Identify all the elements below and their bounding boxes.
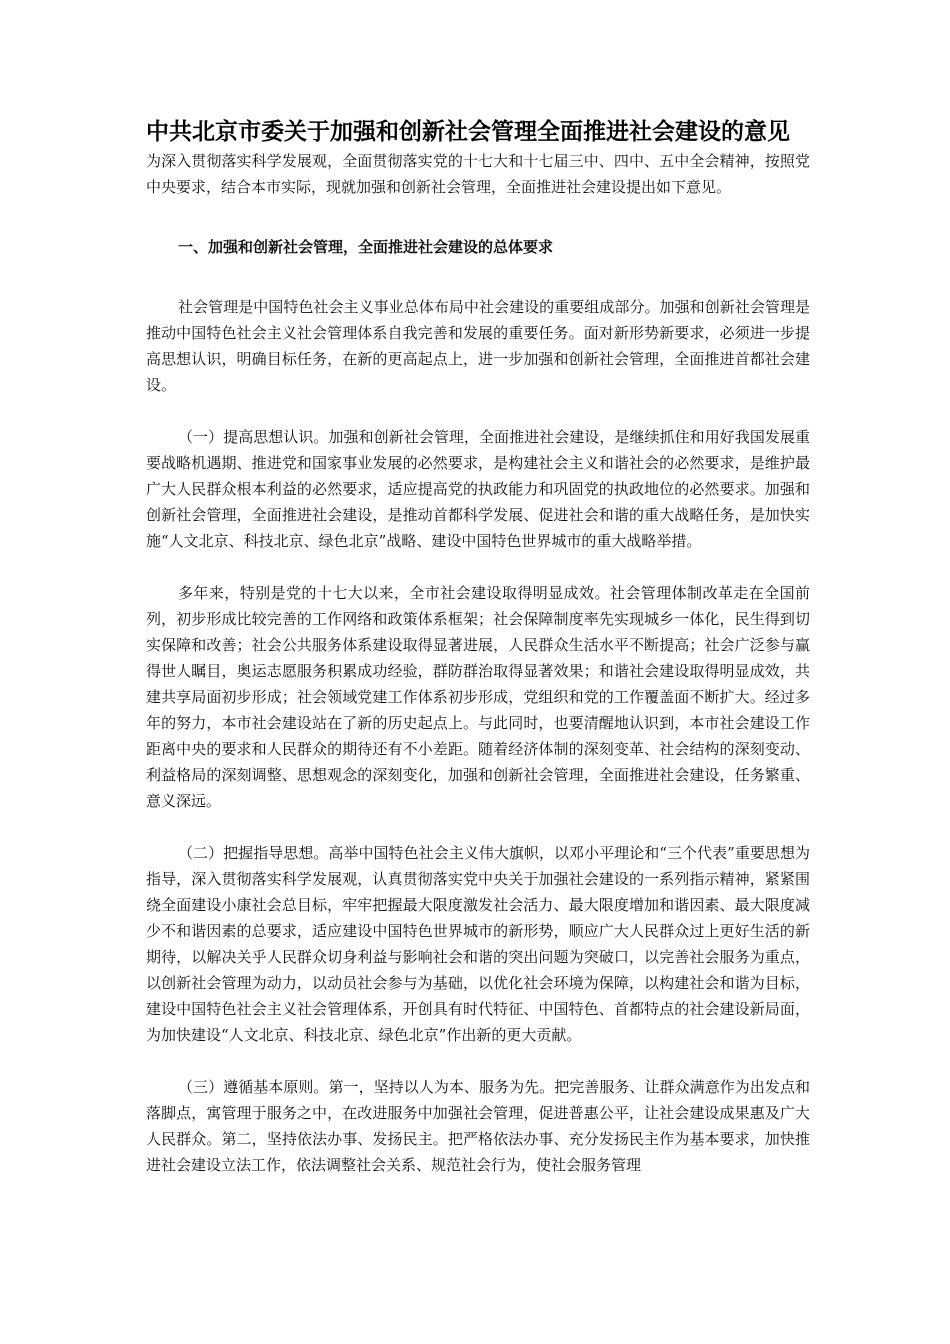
body-paragraph: （一）提高思想认识。加强和创新社会管理，全面推进社会建设，是继续抓住和用好我国发展重要战略机遇期、推进党和国家事业发展的必然要求，是构建社会主义和谐社会的必然要求，是维护最广大人民群众根本利益的必然要求，适应提高党的执政能力和巩固党的执政地位的必然要求。加强和创新社会管理，全面推进社会建设，是推动首都科学发展、促进社会和谐的重大战略任务，是加快实施“人文北京、科技北京、绿色北京”战略、建设中国特色世界城市的重大战略举措。	[146, 428, 810, 550]
body-paragraph: （二）把握指导思想。高举中国特色社会主义伟大旗帜，以邓小平理论和“三个代表”重要思想为指导，深入贯彻落实科学发展观，认真贯彻落实党中央关于加强社会建设的一系列指示精神，紧紧围绕全面建设小康社会总目标，牢牢把握最大限度激发社会活力、最大限度增加和谐因素、最大限度减少不和谐因素的总要求，适应建设中国特色世界城市的新形势，顺应广大人民群众过上更好生活的新期待，以解决关乎人民群众切身利益与影响社会和谐的突出问题为突破口，以完善社会服务为重点，以创新社会管理为动力，以动员社会参与为基础，以优化社会环境为保障，以构建社会和谐为目标，建设中国特色社会主义社会管理体系，开创具有时代特征、中国特色、首都特点的社会建设新局面，为加快建设“人文北京、科技北京、绿色北京”作出新的更大贡献。	[146, 844, 810, 1044]
document-title: 中共北京市委关于加强和创新社会管理全面推进社会建设的意见	[146, 119, 790, 145]
body-paragraph: 多年来，特别是党的十七大以来，全市社会建设取得明显成效。社会管理体制改革走在全国前列，初步形成比较完善的工作网络和政策体系框架；社会保障制度率先实现城乡一体化，民生得到切实保障和改善；社会公共服务体系建设取得显著进展，人民群众生活水平不断提高；社会广泛参与赢得世人瞩目，奥运志愿服务积累成功经验，群防群治取得显著效果；和谐社会建设取得明显成效，共建共享局面初步形成；社会领域党建工作体系初步形成，党组织和党的工作覆盖面不断扩大。经过多年的努力，本市社会建设站在了新的历史起点上。与此同时，也要清醒地认识到，本市社会建设工作距离中央的要求和人民群众的期待还有不小差距。随着经济体制的深刻变革、社会结构的深刻变动、利益格局的深刻调整、思想观念的深刻变化，加强和创新社会管理，全面推进社会建设，任务繁重、意义深远。	[146, 584, 810, 810]
body-paragraph: 社会管理是中国特色社会主义事业总体布局中社会建设的重要组成部分。加强和创新社会管理是推动中国特色社会主义社会管理体系自我完善和发展的重要任务。面对新形势新要求，必须进一步提高思想认识，明确目标任务，在新的更高起点上，进一步加强和创新社会管理，全面推进首都社会建设。	[146, 298, 810, 394]
body-paragraph: （三）遵循基本原则。第一，坚持以人为本、服务为先。把完善服务、让群众满意作为出发点和落脚点，寓管理于服务之中，在改进服务中加强社会管理，促进普惠公平，让社会建设成果惠及广大人民群众。第二，坚持依法办事、发扬民主。把严格依法办事、充分发扬民主作为基本要求，加快推进社会建设立法工作，依法调整社会关系、规范社会行为，使社会服务管理	[146, 1078, 810, 1174]
intro-paragraph: 为深入贯彻落实科学发展观，全面贯彻落实党的十七大和十七届三中、四中、五中全会精神，按照党中央要求，结合本市实际，现就加强和创新社会管理，全面推进社会建设提出如下意见。	[146, 152, 810, 196]
section-heading: 一、加强和创新社会管理，全面推进社会建设的总体要求	[178, 238, 554, 256]
